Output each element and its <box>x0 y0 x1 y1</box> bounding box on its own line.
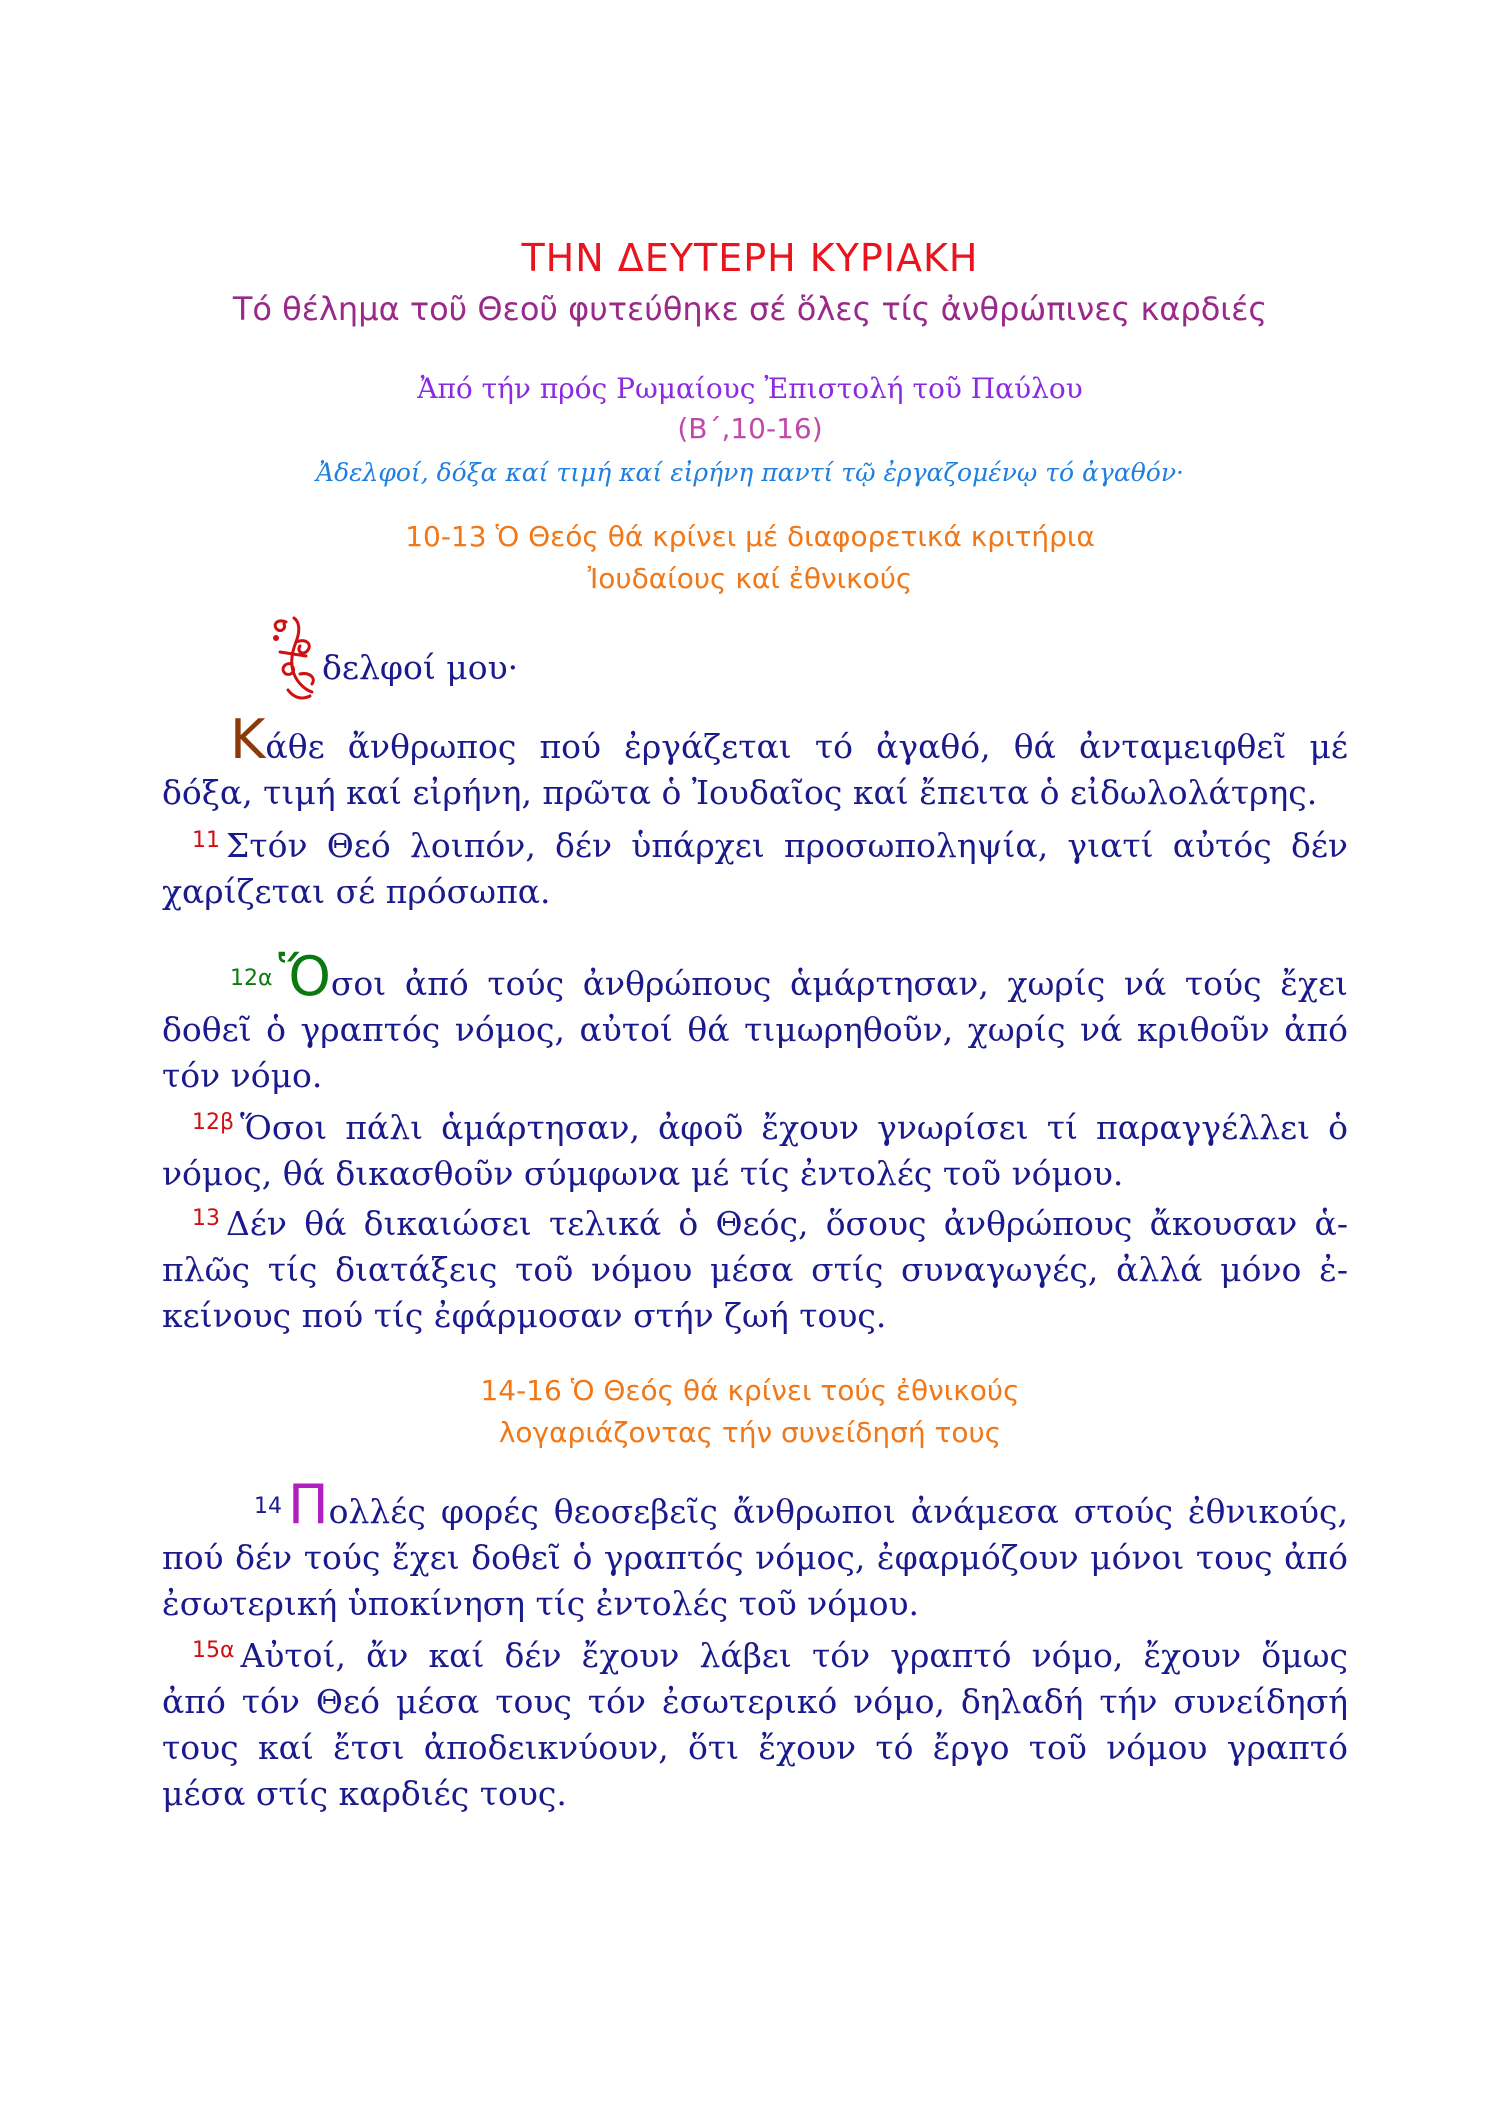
section-heading-2 <box>0 1370 1500 1454</box>
section-heading-2-line-1: 14-16 Ὁ Θεός θά κρίνει τούς ἐθνικούς <box>480 1374 1020 1407</box>
section-heading-1 <box>0 516 1500 600</box>
verse-12a <box>162 945 1348 1099</box>
verse-15a-line-4: μέσα στίς καρδιές τους. <box>162 1774 567 1813</box>
section-heading-2-line-2: λογαριάζοντας τήν συνείδησή τους <box>498 1416 1002 1449</box>
verse-14-line-1 <box>162 1473 1348 1536</box>
verse-13-text-1: Δέν θά δικαιώσει τελικά ὁ Θεός, ὅσους ἀνθρώπους ἄκουσαν ἁ- <box>226 1204 1348 1243</box>
verse-11-text-1: Στόν Θεό λοιπόν, δέν ὑπάρχει προσωποληψία, γιατί αὐτός δέν <box>226 826 1348 865</box>
page-subtitle: Τό θέλημα τοῦ Θεοῦ φυτεύθηκε σέ ὅλες τίς ἀνθρώπινες καρδιές <box>232 290 1268 328</box>
verse-number-12a: 12α <box>230 966 273 991</box>
verse-13-line-1 <box>162 1196 1348 1247</box>
verse-14-text-1: ολλές φορές θεοσεβεῖς ἄνθρωποι ἀνάμεσα στούς ἐθνικούς, <box>328 1492 1348 1531</box>
verse-15a-text-1: Αὐτοί, ἄν καί δέν ἔχουν λάβει τόν γραπτό νόμο, ἔχουν ὅμως <box>240 1636 1348 1675</box>
verse-12a-line-2: δοθεῖ ὁ γραπτός νόμος, αὐτοί θά τιμωρηθοῦν, χωρίς νά κριθοῦν ἀπό <box>162 1010 1348 1049</box>
reading-epigraph: Ἀδελφοί, δόξα καί τιμή καί εἰρήνη παντί τῷ ἐργαζομένῳ τό ἀγαθόν· <box>316 458 1184 487</box>
verse-14-line-2: πού δέν τούς ἔχει δοθεῖ ὁ γραπτός νόμος, ἐφαρμόζουν μόνοι τους ἀπό <box>162 1538 1348 1577</box>
verse-12a-line-3: τόν νόμο. <box>162 1056 323 1095</box>
page-title: ΤΗΝ ΔΕΥΤΕΡΗ ΚΥΡΙΑΚΗ <box>521 236 979 280</box>
verse-12b-line-1 <box>162 1100 1348 1151</box>
verse-number-15a: 15α <box>192 1638 235 1663</box>
drop-cap-o: Ὅ <box>278 945 331 1008</box>
verse-11-line-1 <box>162 818 1348 869</box>
reading-reference: (Β΄,10-16) <box>677 412 823 445</box>
drop-cap-p: Π <box>288 1473 329 1536</box>
section-heading-1-line-1: 10-13 Ὁ Θεός θά κρίνει μέ διαφορετικά κριτήρια <box>405 520 1095 553</box>
verse-14 <box>162 1473 1348 1627</box>
verse-number-13: 13 <box>192 1206 220 1231</box>
verse-11 <box>162 818 1348 915</box>
verse-13-line-3: κείνους πού τίς ἐφάρμοσαν στήν ζωή τους. <box>162 1296 887 1335</box>
verse-11-line-2: χαρίζεται σέ πρόσωπα. <box>162 872 551 911</box>
greeting <box>322 648 518 687</box>
verse-15a-line-2: ἀπό τόν Θεό μέσα τους τόν ἐσωτερικό νόμο, δηλαδή τήν συνείδησή <box>162 1682 1348 1721</box>
verse-10-line-1 <box>162 708 1348 771</box>
ornamental-initial-icon <box>266 612 322 704</box>
greeting-text: δελφοί μου· <box>322 648 519 687</box>
verse-12b-line-2: νόμος, θά δικασθοῦν σύμφωνα μέ τίς ἐντολές τοῦ νόμου. <box>162 1154 1124 1193</box>
verse-10 <box>162 708 1348 816</box>
verse-12b-text-1: Ὅσοι πάλι ἁμάρτησαν, ἀφοῦ ἔχουν γνωρίσει τί παραγγέλλει ὁ <box>240 1108 1348 1147</box>
verse-12a-line-1 <box>162 945 1348 1008</box>
verse-10-text-1: άθε ἄνθρωπος πού ἐργάζεται τό ἀγαθό, θά ἀνταμειφθεῖ μέ <box>265 727 1348 766</box>
verse-12b <box>162 1100 1348 1197</box>
drop-cap-k: Κ <box>230 708 266 771</box>
reading-source: Ἀπό τήν πρός Ρωμαίους Ἐπιστολή τοῦ Παύλου <box>417 372 1083 405</box>
verse-15a-line-3: τους καί ἔτσι ἀποδεικνύουν, ὅτι ἔχουν τό ἔργο τοῦ νόμου γραπτό <box>162 1728 1348 1767</box>
verse-14-line-3: ἐσωτερική ὑποκίνηση τίς ἐντολές τοῦ νόμου. <box>162 1584 920 1623</box>
verse-number-12b: 12β <box>192 1110 235 1135</box>
verse-12a-text-1: σοι ἀπό τούς ἀνθρώπους ἁμάρτησαν, χωρίς νά τούς ἔχει <box>330 964 1348 1003</box>
verse-15a-line-1 <box>162 1628 1348 1679</box>
verse-number-11: 11 <box>192 828 220 853</box>
verse-number-14: 14 <box>254 1494 282 1519</box>
verse-13-line-2: πλῶς τίς διατάξεις τοῦ νόμου μέσα στίς συναγωγές, ἀλλά μόνο ἐ- <box>162 1250 1348 1289</box>
verse-15a <box>162 1628 1348 1817</box>
section-heading-1-line-2: Ἰουδαίους καί ἐθνικούς <box>587 562 913 595</box>
verse-10-line-2: δόξα, τιμή καί εἰρήνη, πρῶτα ὁ Ἰουδαῖος καί ἔπειτα ὁ εἰδωλολάτρης. <box>162 773 1318 812</box>
verse-13 <box>162 1196 1348 1339</box>
